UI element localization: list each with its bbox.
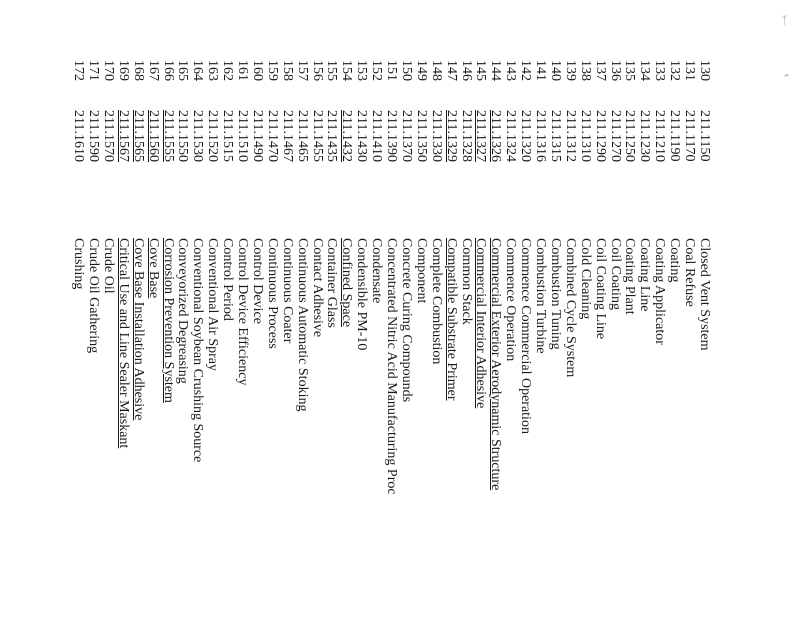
term-name: Concrete Curing Compounds bbox=[399, 238, 414, 403]
section-code: 211.1290 bbox=[592, 110, 608, 162]
row-number: 163 bbox=[205, 60, 221, 81]
term-name: Conventional Soybean Crushing Source bbox=[190, 238, 206, 463]
term-name: Coating Plant bbox=[622, 238, 638, 315]
row-number: 143 bbox=[503, 60, 519, 81]
term-name: Combustion Tuning bbox=[548, 238, 563, 350]
section-code: 211.1590 bbox=[86, 110, 102, 162]
section-code: 211.1329 bbox=[443, 110, 459, 162]
term-name: Control Device Efficiency bbox=[235, 238, 251, 386]
row-number: 172 bbox=[71, 60, 87, 81]
row-number: 149 bbox=[413, 60, 429, 81]
section-code: 211.1555 bbox=[160, 110, 176, 162]
row-number: 150 bbox=[399, 60, 414, 81]
section-code: 211.1250 bbox=[622, 110, 638, 162]
section-code: 211.1315 bbox=[548, 110, 563, 162]
row-number: 171 bbox=[86, 60, 102, 81]
row-number: 148 bbox=[428, 60, 444, 81]
row-number: 133 bbox=[652, 60, 668, 81]
term-name: Coating Line bbox=[637, 238, 653, 312]
row-number: 142 bbox=[518, 60, 534, 81]
term-name: Commercial Interior Adhesive bbox=[473, 238, 489, 409]
term-name: Crude Oil Gathering bbox=[86, 238, 102, 354]
section-code: 211.1310 bbox=[577, 110, 593, 162]
section-code: 211.1350 bbox=[413, 110, 429, 162]
section-code: 211.1560 bbox=[145, 110, 161, 162]
row-number: 162 bbox=[220, 60, 236, 81]
section-code: 211.1324 bbox=[503, 110, 519, 162]
section-code: 211.1150 bbox=[697, 110, 712, 162]
row-number: 164 bbox=[190, 60, 206, 81]
row-number: 152 bbox=[369, 60, 385, 81]
term-name: Corrosion Prevention System bbox=[160, 238, 176, 403]
term-name: Contact Adhesive bbox=[309, 238, 325, 338]
section-code: 211.1565 bbox=[130, 110, 146, 162]
scan-mark-top: ᛉ bbox=[781, 14, 788, 27]
definitions-table bbox=[71, 60, 712, 618]
section-code: 211.1270 bbox=[607, 110, 623, 162]
row-number: 167 bbox=[145, 60, 161, 81]
row-number: 157 bbox=[294, 60, 310, 81]
term-name: Crude Oil bbox=[101, 238, 116, 294]
section-code: 211.1190 bbox=[667, 110, 683, 162]
term-name: Complete Combustion bbox=[428, 238, 444, 365]
section-code: 211.1610 bbox=[71, 110, 87, 162]
term-name: Commercial Exterior Aerodynamic Structure bbox=[488, 238, 504, 491]
row-number: 138 bbox=[577, 60, 593, 81]
row-number: 153 bbox=[354, 60, 370, 81]
term-name: Cold Cleaning bbox=[577, 238, 593, 320]
section-code: 211.1410 bbox=[369, 110, 385, 162]
term-name: Combined Cycle System bbox=[562, 238, 578, 378]
term-name: Crushing bbox=[71, 238, 87, 290]
section-code: 211.1327 bbox=[473, 110, 489, 162]
row-number: 137 bbox=[592, 60, 608, 81]
row-number: 166 bbox=[160, 60, 176, 81]
section-code: 211.1432 bbox=[339, 110, 355, 162]
term-name: Common Stack bbox=[458, 238, 474, 325]
row-number: 140 bbox=[548, 60, 563, 81]
term-name: Conventional Air Spray bbox=[205, 238, 221, 371]
term-name: Control Period bbox=[220, 238, 236, 321]
term-name: Commence Commercial Operation bbox=[518, 238, 534, 434]
term-name: Commence Operation bbox=[503, 238, 519, 362]
section-code: 211.1430 bbox=[354, 110, 370, 162]
term-name: Concentrated Nitric Acid Manufacturing Proc bbox=[384, 238, 400, 495]
scan-mark-mid: ⌃ bbox=[782, 72, 792, 85]
row-number: 161 bbox=[235, 60, 251, 81]
section-code: 211.1330 bbox=[428, 110, 444, 162]
section-code: 211.1515 bbox=[220, 110, 236, 162]
section-code: 211.1210 bbox=[652, 110, 668, 162]
section-code: 211.1230 bbox=[637, 110, 653, 162]
term-name: Cove Base Installation Adhesive bbox=[130, 238, 146, 421]
section-code: 211.1520 bbox=[205, 110, 221, 162]
term-name: Cove Base bbox=[145, 238, 161, 299]
term-name: Compatible Substrate Primer bbox=[443, 238, 459, 401]
section-code: 211.1470 bbox=[264, 110, 280, 162]
section-code: 211.1370 bbox=[399, 110, 414, 162]
row-number: 135 bbox=[622, 60, 638, 81]
term-name: Control Device bbox=[250, 238, 265, 324]
row-number: 156 bbox=[309, 60, 325, 81]
row-number: 160 bbox=[250, 60, 265, 81]
term-name: Continuous Coater bbox=[279, 238, 295, 344]
row-number: 169 bbox=[115, 60, 131, 81]
term-name: Combustion Turbine bbox=[533, 238, 549, 354]
section-code: 211.1510 bbox=[235, 110, 251, 162]
row-number: 155 bbox=[324, 60, 340, 81]
row-number: 141 bbox=[533, 60, 549, 81]
section-code: 211.1530 bbox=[190, 110, 206, 162]
row-number: 146 bbox=[458, 60, 474, 81]
section-code: 211.1326 bbox=[488, 110, 504, 162]
term-name: Component bbox=[413, 238, 429, 304]
term-name: Container Glass bbox=[324, 238, 340, 328]
term-name: Conveyorized Degreasing bbox=[175, 238, 191, 384]
section-code: 211.1435 bbox=[324, 110, 340, 162]
row-number: 168 bbox=[130, 60, 146, 81]
row-number: 130 bbox=[697, 60, 712, 81]
section-code: 211.1455 bbox=[309, 110, 325, 162]
term-name: Condensate bbox=[369, 238, 385, 304]
term-name: Coil Coating bbox=[607, 238, 623, 310]
section-code: 211.1550 bbox=[175, 110, 191, 162]
section-code: 211.1390 bbox=[384, 110, 400, 162]
section-code: 211.1170 bbox=[682, 110, 698, 162]
row-number: 134 bbox=[637, 60, 653, 81]
section-code: 211.1465 bbox=[294, 110, 310, 162]
section-code: 211.1316 bbox=[533, 110, 549, 162]
term-name: Coating bbox=[667, 238, 683, 283]
section-code: 211.1467 bbox=[279, 110, 295, 162]
term-name: Closed Vent System bbox=[697, 238, 712, 351]
row-number: 132 bbox=[667, 60, 683, 81]
term-name: Coal Refuse bbox=[682, 238, 698, 307]
row-number: 131 bbox=[682, 60, 698, 81]
term-name: Confined Space bbox=[339, 238, 355, 328]
row-number: 136 bbox=[607, 60, 623, 81]
row-number: 170 bbox=[101, 60, 116, 81]
row-number: 147 bbox=[443, 60, 459, 81]
row-number: 165 bbox=[175, 60, 191, 81]
row-number: 159 bbox=[264, 60, 280, 81]
row-number: 144 bbox=[488, 60, 504, 81]
section-code: 211.1570 bbox=[101, 110, 116, 162]
row-number: 154 bbox=[339, 60, 355, 81]
term-name: Coil Coating Line bbox=[592, 238, 608, 340]
section-code: 211.1312 bbox=[562, 110, 578, 162]
row-number: 151 bbox=[384, 60, 400, 81]
term-name: Coating Applicator bbox=[652, 238, 668, 345]
term-name: Condensible PM-10 bbox=[354, 238, 370, 351]
term-name: Continuous Automatic Stoking bbox=[294, 238, 310, 412]
section-code: 211.1490 bbox=[250, 110, 265, 162]
row-number: 139 bbox=[562, 60, 578, 81]
section-code: 211.1567 bbox=[115, 110, 131, 162]
row-number: 158 bbox=[279, 60, 295, 81]
term-name: Continuous Process bbox=[264, 238, 280, 349]
term-name: Critical Use and Line Sealer Maskant bbox=[115, 238, 131, 449]
section-code: 211.1328 bbox=[458, 110, 474, 162]
row-number: 145 bbox=[473, 60, 489, 81]
section-code: 211.1320 bbox=[518, 110, 534, 162]
